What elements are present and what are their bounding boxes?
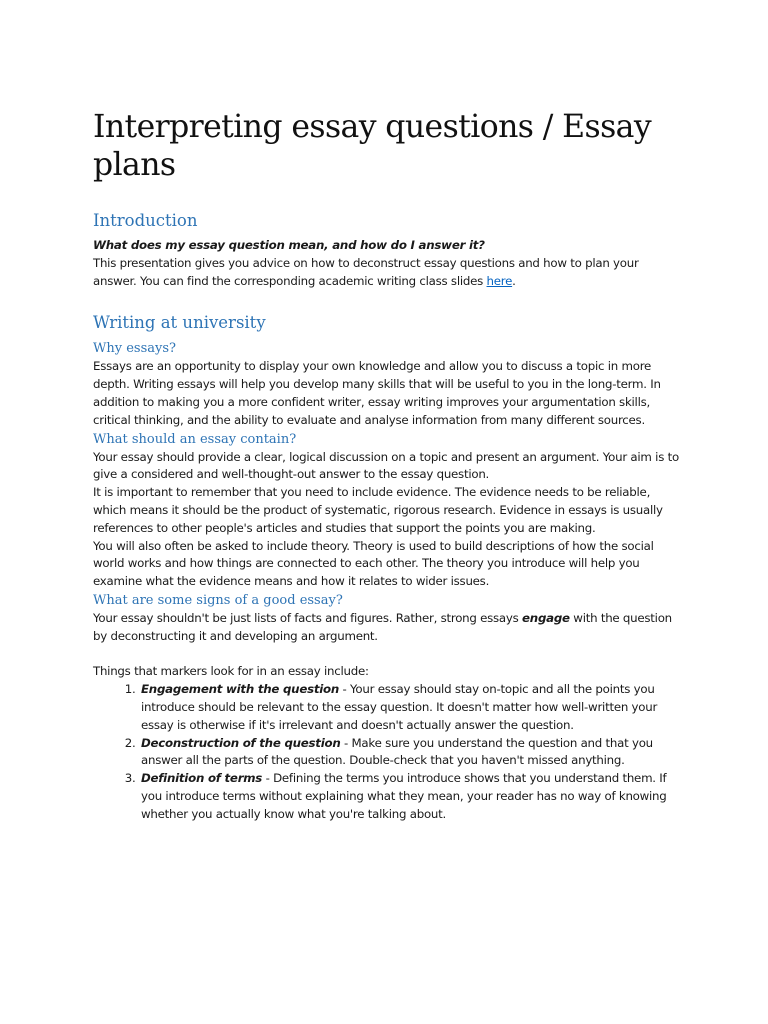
- list-item: [139, 681, 683, 734]
- list-item: [139, 770, 683, 823]
- good-essay-text-end: with the question by deconstructing it and developing an argument.: [93, 610, 672, 643]
- list-item-term: Deconstruction of the question: [141, 735, 341, 750]
- list-item-term: Engagement with the question: [141, 682, 340, 697]
- intro-text-end: .: [512, 273, 516, 288]
- document-body: [93, 108, 683, 824]
- subheading-essay-contain: What should an essay contain?: [93, 431, 297, 447]
- intro-text: This presentation gives you advice on how to deconstruct essay questions and how to plan your answer. You can find the corresponding academic writing class slides: [93, 255, 639, 288]
- intro-paragraph: [93, 255, 683, 291]
- list-item-term: Definition of terms: [141, 771, 263, 786]
- intro-question: What does my essay question mean, and how do I answer it?: [93, 238, 485, 252]
- section-heading-writing: Writing at university: [93, 313, 266, 333]
- list-item: [139, 735, 683, 771]
- list-item-text: - Defining the terms you introduce shows that you understand them. If you introduce terms without explaining what they mean, your reader has no way of knowing whether you actually know what you're talking about.: [141, 771, 667, 821]
- engage-emphasis: engage: [522, 610, 570, 625]
- markers-list-intro: Things that markers look for in an essay include:: [93, 664, 369, 679]
- good-essay-text: Your essay shouldn't be just lists of facts and figures. Rather, strong essays: [93, 610, 523, 625]
- contain-paragraph-1: Your essay should provide a clear, logical discussion on a topic and present an argument. Your aim is to give a considered and well-thought-out answer to the essay question.: [93, 449, 679, 482]
- list-item-text: - Your essay should stay on-topic and all the points you introduce should be relevant to the essay question. It doesn't matter how well-written your essay is otherwise if it's irrelevant and doesn't actually answer the question.: [141, 682, 658, 732]
- good-essay-paragraph: [93, 610, 683, 646]
- slides-link[interactable]: here: [486, 273, 513, 288]
- list-item-text: - Make sure you understand the question and that you answer all the parts of the question. Double-check that you haven't missed anything.: [141, 735, 653, 768]
- paragraph-spacer: [93, 646, 683, 664]
- subheading-why-essays: Why essays?: [93, 341, 176, 357]
- contain-paragraph-3: You will also often be asked to include theory. Theory is used to build descriptions of how the social world works and how things are connected to each other. The theory you introduce will help you examine what the evidence means and how it relates to wider issues.: [93, 538, 654, 589]
- subheading-good-essay: What are some signs of a good essay?: [93, 592, 343, 608]
- page-title: Interpreting essay questions / Essay plans: [93, 109, 652, 183]
- contain-paragraph-2: It is important to remember that you need to include evidence. The evidence needs to be reliable, which means it should be the product of systematic, rigorous research. Evidence in essays is usually references to other people's articles and studies that support the points you are making.: [93, 485, 663, 535]
- markers-criteria-list: [93, 681, 683, 823]
- why-essays-paragraph: Essays are an opportunity to display your own knowledge and allow you to discuss a topic in more depth. Writing essays will help you develop many skills that will be useful to you in the long-term. In addition to making you a more confident writer, essay writing improves your argumentation skills, critical thinking, and the ability to evaluate and analyse information from many different sources.: [93, 359, 661, 427]
- section-heading-introduction: Introduction: [93, 211, 198, 230]
